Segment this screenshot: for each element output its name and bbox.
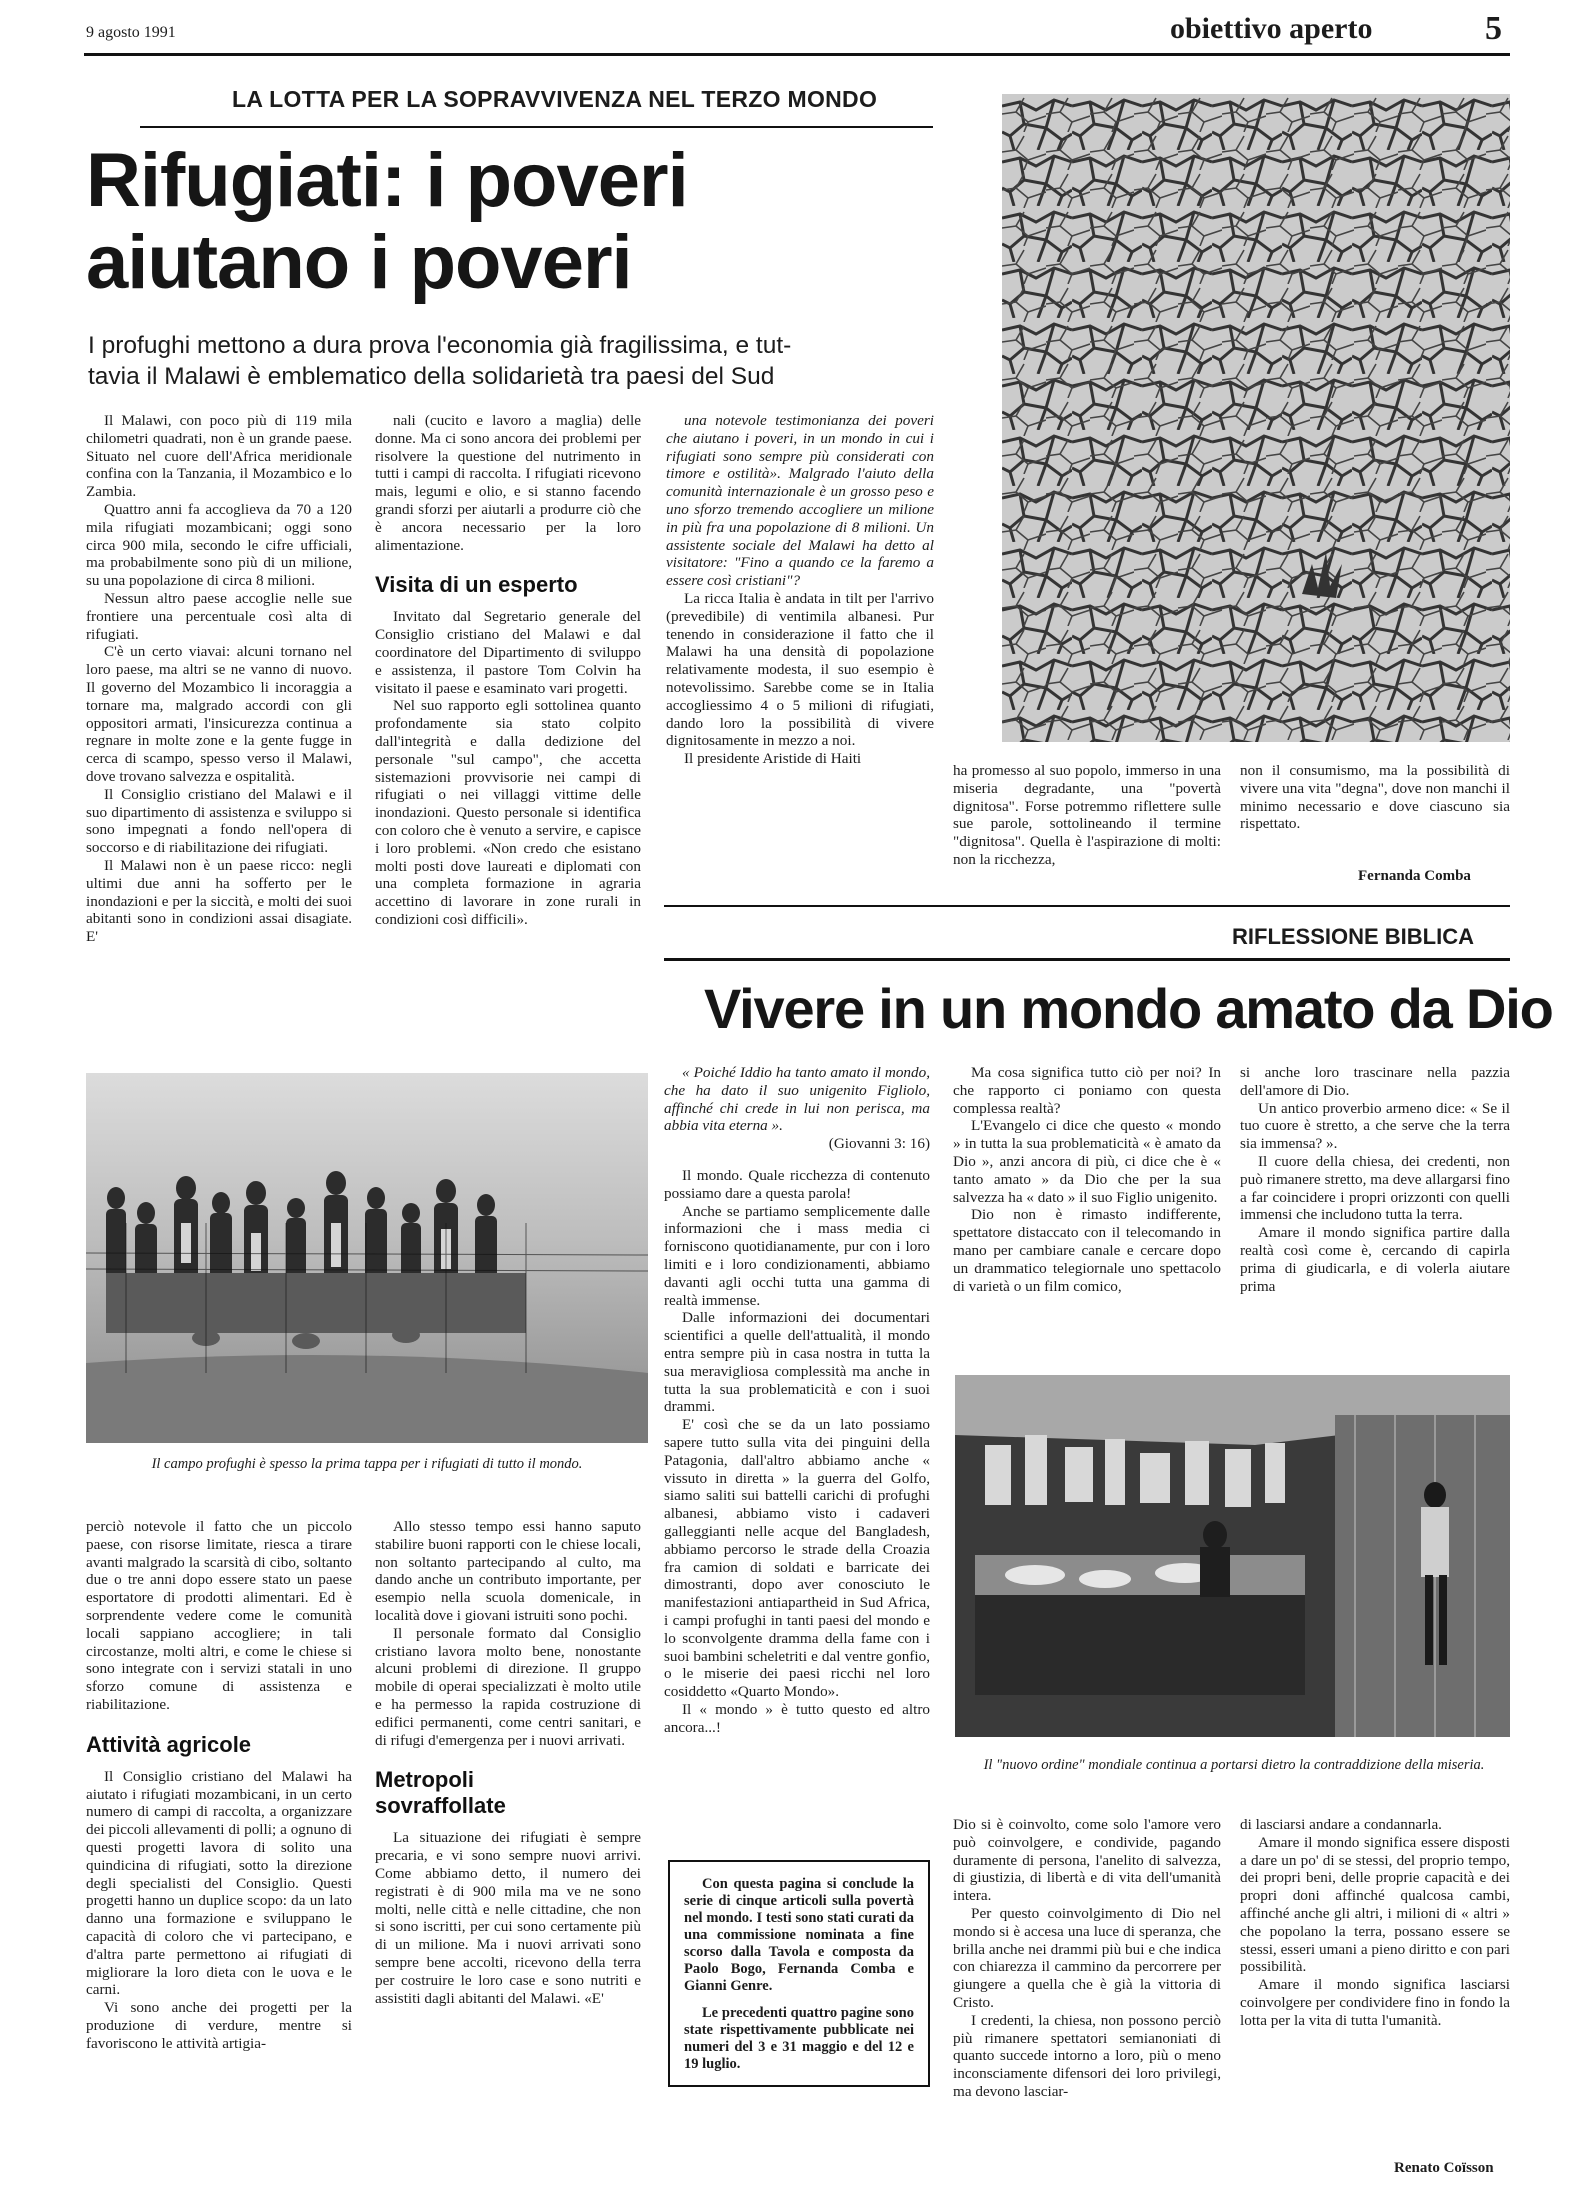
box-paragraph-1: Con questa pagina si conclude la serie di cinque articoli sulla povertà nel mondo. I testi sono stati curati da una commissione nominata a fine scorso dalla Tavola e composta da Paolo Bogo, Fernanda Comba e Gianni Genre. xyxy=(684,1876,914,1994)
header-rule xyxy=(84,53,1510,56)
title-line-2: aiutano i poveri xyxy=(86,220,632,305)
title-line-1: Rifugiati: i poveri xyxy=(86,138,688,223)
box-paragraph-2: Le precedenti quattro pagine sono state rispettivamente pubblicate nei numeri del 3 e 31 maggio e del 12 e 19 luglio. xyxy=(684,2005,914,2072)
paragraph: Dio si è coinvolto, come solo l'amore vero può coinvolgere, e condivide, pagando duramente di persona, l'anelito di salvezza, di giustizia, di libertà e di vita dell'umanità intera. xyxy=(953,1816,1221,1905)
paragraph: Nel suo rapporto egli sottolinea quanto profondamente sia stato colpito dall'integrità e dalla dedizione del personale "sul campo", che accetta sistemazioni provvisorie nei campi di rifugiati o nei villaggi vittime delle inondazioni. Questo personale si identifica con coloro che è venuto a servire, e capisce i loro problemi. «Non credo che esistano molti posti dove laureati e diplomati con una completa formazione in agraria accettino di lavorare in zone rurali in condizioni così difficili». xyxy=(375,697,641,928)
paragraph: una notevole testimonianza dei poveri che aiutano i poveri, in un mondo in cui i rifugiati sono sempre più considerati con timore e ostilità». Malgrado l'aiuto della comunità internazionale è un grosso peso e uno sforzo tremendo accogliere un milione in più fra una popolazione di 8 milioni. Un assistente sociale del Malawi ha detto al visitatore: "Fino a quando ce la faremo a essere così cristiani"? xyxy=(666,412,934,590)
article1-column-3 xyxy=(666,412,934,768)
paragraph: di lasciarsi andare a condannarla. xyxy=(1240,1816,1442,1833)
paragraph: Il personale formato dal Consiglio cristiano lavora molto bene, nonostante alcuni problemi di direzione. Il gruppo mobile di operai specializzati è molto utile e ha permesso la rapida costruzione di edifici permanenti, come centri sanitari, e di rifugi d'emergenza per i nuovi arrivati. xyxy=(375,1624,641,1749)
paragraph: Allo stesso tempo essi hanno saputo stabilire buoni rapporti con le chiese locali, non soltanto partecipando al culto, ma dando anche un contributo importante, per esempio nella scuola domenicale, in località dove i giovani istruiti sono pochi. xyxy=(375,1518,641,1624)
subheading-visita: Visita di un esperto xyxy=(375,572,578,598)
paragraph: Quattro anni fa accoglieva da 70 a 120 mila rifugiati mozambicani; oggi sono circa 900 mila, secondo le cifre ufficiali, ma probabilmente sono più di un milione, su una popolazione di circa 8 milioni. xyxy=(86,500,352,590)
deck-line-1: I profughi mettono a dura prova l'economia già fragilissima, e tut- xyxy=(88,332,792,359)
paragraph: C'è un certo viavai: alcuni tornano nel loro paese, ma altri se ne vanno di nuovo. Il governo del Mozambico li incoraggia a tornare ma, malgrado accordi con gli oppositori armati, l'insicurezza continua a regnare in molte zone e la gente fugge in cerca di scampo, spesso verso il Malawi, dove trovano salvezza e ospitalità. xyxy=(86,643,352,785)
article2-column-3 xyxy=(1240,1064,1510,1295)
paragraph: La situazione dei rifugiati è sempre precaria, e vi sono sempre nuovi arrivi. Come abbiamo detto, il numero dei registrati è di 900 mila ma ve ne sono molti, nelle città e nelle cittadine, che non si sono iscritti, per cui sono certamente più di un milione. Ma i nuovi arrivati sono sempre bene accolti, ricevono della terra per costruire le loro case e sono nutriti e assistiti dagli abitanti del Malawi. «E' xyxy=(375,1829,641,2007)
subheading-metropoli: Metropoli sovraffollate xyxy=(375,1767,506,1819)
paragraph: ha promesso al suo popolo, immerso in una miseria degradante, una "povertà dignitosa". Forse potremmo riflettere sulle sue parole, sottolineando il termine "dignitosa". Quella è l'aspirazione di molti: non la ricchezza, xyxy=(953,762,1221,868)
paragraph: Amare il mondo significa essere disposti a dare un po' di se stessi, del proprio tempo, dei propri beni, delle proprie capacità e dei propri doni affinché qualcosa cambi, affinché anche gli altri, i milioni di « altri » che popolano la terra, possano essere se stessi, esseri umani a pieno diritto e con pari possibilità. xyxy=(1240,1833,1510,1976)
page-number: 5 xyxy=(1485,10,1502,47)
article1-column-1 xyxy=(86,412,352,946)
article2-lower-column-3 xyxy=(1240,1816,1510,2030)
paragraph: Per questo coinvolgimento di Dio nel mondo si è accesa una luce di speranza, che brilla anche nei drammi più bui e che indica con chiarezza il cammino da percorrere per giungere a quella che è già la vittoria di Cristo. xyxy=(953,1904,1221,2011)
article2-column-2 xyxy=(953,1064,1221,1295)
paragraph: Anche se partiamo semplicemente dalle informazioni che i mass media ci forniscono quotidianamente, pur con i loro limiti e i loro condizionamenti, abbiamo davanti agli occhi tutta una gamma di realtà immense. xyxy=(664,1202,930,1309)
cracked-earth-image xyxy=(1002,94,1510,742)
deck-line-2: tavia il Malawi è emblematico della solidarietà tra paesi del Sud xyxy=(88,363,775,390)
article2-lower-column-2 xyxy=(953,1816,1221,2101)
refugee-camp-photo xyxy=(86,1073,648,1443)
paragraph: I credenti, la chiesa, non possono perciò più rimanere spettatori semianoniati di quanto succede intorno a loro, più o meno inconsciamente difensori dei loro privilegi, ma devono lasciar- xyxy=(953,2011,1221,2100)
paragraph: Il Malawi, con poco più di 119 mila chilometri quadrati, non è un grande paese. Situato nel cuore dell'Africa meridionale confina con la Tanzania, il Mozambico e lo Zambia. xyxy=(86,412,352,501)
paragraph: Il presidente Aristide di Haiti xyxy=(684,750,862,768)
article1-title xyxy=(86,140,688,304)
article1-lower-column-2 xyxy=(375,1518,641,2007)
article1-column-4 xyxy=(953,762,1221,869)
slum-market-photo xyxy=(955,1375,1510,1737)
article2-kicker: RIFLESSIONE BIBLICA xyxy=(1232,924,1475,949)
paragraph: E' così che se da un lato possiamo sapere tutto sulla vita dei pinguini della Patagonia, dall'altro abbiamo anche « vissuto in diretta » la guerra del Golfo, siamo saliti sui battelli carichi di profughi albanesi, abbiamo visto i cadaveri galleggianti nelle acque del Bangladesh, abbiamo percorso le strade della Croazia fra camion di soldati e barricate dei dimostranti, dopo aver conosciuto le manifestazioni antiapartheid in Sud Africa, i campi profughi in tanti paesi del mondo e lo sconvolgente dramma della fame con i suoi bambini scheletriti e dal ventre gonfio, o le miserie dei paesi ricchi nel loro cosiddetto «Quarto Mondo». xyxy=(664,1416,930,1701)
article2-title: Vivere in un mondo amato da Dio xyxy=(704,977,1553,1040)
paragraph: non il consumismo, ma la possibilità di vivere una vita "degna", dove non manchi il minimo necessario e dove ciascuno sia rispettato. xyxy=(1240,762,1510,833)
article1-lower-column-1 xyxy=(86,1518,352,2053)
paragraph: Il mondo. Quale ricchezza di contenuto possiamo dare a questa parola! xyxy=(664,1166,930,1202)
page-date: 9 agosto 1991 xyxy=(86,24,176,41)
slum-market-image xyxy=(955,1375,1510,1737)
refugee-camp-image xyxy=(86,1073,648,1443)
bible-quote: « Poiché Iddio ha tanto amato il mondo, che ha dato il suo unigenito Figliolo, affinché chi crede in lui non perisca, ma abbia vita eterna ». xyxy=(664,1064,930,1135)
article1-column-5 xyxy=(1240,762,1510,833)
paragraph: si anche loro trascinare nella pazzia dell'amore di Dio. xyxy=(1240,1064,1510,1099)
paragraph: L'Evangelo ci dice che questo « mondo » in tutta la sua problematicità « è amato da Dio », anzi ancora di più, ci dice che è « tanto amato » da Dio che per la sua salvezza ha « dato » il suo Figlio unigenito. xyxy=(953,1117,1221,1206)
paragraph: nali (cucito e lavoro a maglia) delle donne. Ma ci sono ancora dei problemi per risolvere la questione del nutrimento in tutti i campi di raccolta. I rifugiati ricevono mais, legumi e olio, e si stanno facendo grandi sforzi per aiutarli a produrre ciò che è ancora necessario per la loro alimentazione. xyxy=(375,412,641,554)
signature-fernanda-comba: Fernanda Comba xyxy=(1358,868,1471,884)
section-name: obiettivo aperto xyxy=(1170,12,1373,45)
paragraph: Dalle informazioni dei documentari scientifici a quelle dell'attualità, il mondo entra sempre più in casa nostra in tutta la sua meravigliosa complessità ma anche in tutta la sua problematicità e con i suoi drammi. xyxy=(664,1309,930,1416)
paragraph: perciò notevole il fatto che un piccolo paese, con risorse limitate, riesca a tirare avanti malgrado la scarsità di cibo, soltanto due o tre anni dopo essere stato un paese esportatore di prodotti alimentari. Ed è sorprendente vedere come le comunità locali sappiano accogliere; in tali circostanze, molti altri, e come le chiese si sono integrate con i servizi statali in uno sforzo comune di assistenza e riabilitazione. xyxy=(86,1518,352,1713)
paragraph: Il « mondo » è tutto questo ed altro ancora...! xyxy=(664,1700,930,1736)
paragraph: Ma cosa significa tutto ciò per noi? In che rapporto ci poniamo con questa complessa realtà? xyxy=(953,1064,1221,1117)
article1-kicker: LA LOTTA PER LA SOPRAVVIVENZA NEL TERZO MONDO xyxy=(232,86,878,112)
paragraph: Amare il mondo significa lasciarsi coinvolgere per condividere fino in fondo la lotta per la vita di tutta l'umanità. xyxy=(1240,1976,1510,2029)
section-separator-rule xyxy=(664,905,1510,907)
paragraph: Un antico proverbio armeno dice: « Se il tuo cuore è stretto, a che serve che la terra sia immensa? ». xyxy=(1240,1099,1510,1153)
article1-deck xyxy=(88,330,933,392)
article1-column-2 xyxy=(375,412,641,929)
paragraph: Il Consiglio cristiano del Malawi e il suo dipartimento di assistenza e sviluppo si sono impegnati a fondo nell'opera di soccorso e di riabilitazione dei rifugiati. xyxy=(86,785,352,857)
bible-quote-reference: (Giovanni 3: 16) xyxy=(828,1135,930,1153)
article2-column-1 xyxy=(664,1064,930,1736)
slum-photo-caption: Il "nuovo ordine" mondiale continua a portarsi dietro la contraddizione della miseria. xyxy=(983,1757,1485,1773)
paragraph: Invitato dal Segretario generale del Consiglio cristiano del Malawi e dal coordinatore del Dipartimento di sviluppo e assistenza, il pastore Tom Colvin ha visitato il paese e esaminato vari progetti. xyxy=(375,608,641,697)
kicker-rule xyxy=(140,126,933,128)
paragraph: La ricca Italia è andata in tilt per l'arrivo (prevedibile) di ventimila albanesi. Pur tenendo in considerazione il fatto che il Malawi ha una densità di popolazione relativamente modesta, il suo esempio è notevolissimo. Sarebbe come se in Italia accogliessimo 4 o 5 milioni di rifugiati, dando loro la possibilità di vivere dignitosamente in mezzo a noi. xyxy=(666,589,934,750)
series-info-box xyxy=(668,1860,930,2087)
paragraph: Il cuore della chiesa, dei credenti, non può rimanere stretto, ma deve allargarsi fino a far coincidere i propri orizzonti con quelli immensi che includono tutta la terra. xyxy=(1240,1152,1510,1224)
subheading-attivita: Attività agricole xyxy=(86,1731,252,1757)
paragraph: Nessun altro paese accoglie nelle sue frontiere una percentuale così alta di rifugiati. xyxy=(86,589,352,643)
article2-kicker-rule xyxy=(664,958,1510,961)
paragraph: Amare il mondo significa partire dalla realtà così come è, cercando di capirla prima di giudicarla, e di volerla aiutare prima xyxy=(1240,1224,1510,1295)
paragraph: Il Consiglio cristiano del Malawi ha aiutato i rifugiati mozambicani, in un certo numero di campi di raccolta, a organizzare dei piccoli allevamenti di polli; a ognuno di questi progetti lavora di solito una quindicina di rifugiati, sotto la direzione degli specialisti del Consiglio. Questi progetti hanno un duplice scopo: da un lato danno una formazione e sviluppano le capacità di coloro che vi partecipano, e d'altra parte permettono ai rifugiati di migliorare la loro dieta con le uova e le carni. xyxy=(86,1767,352,1999)
paragraph: Dio non è rimasto indifferente, spettatore distaccato con il telecomando in mano per cambiare canale e cercare dopo un drammatico telegiornale uno spettacolo di varietà o un film comico, xyxy=(953,1206,1221,1295)
refugee-camp-caption: Il campo profughi è spesso la prima tappa per i rifugiati di tutto il mondo. xyxy=(151,1456,583,1472)
paragraph: Vi sono anche dei progetti per la produzione di verdure, mentre si favoriscono le attività artigia- xyxy=(86,1999,352,2052)
cracked-earth-photo xyxy=(1002,94,1510,742)
paragraph: Il Malawi non è un paese ricco: negli ultimi due anni ha sofferto per le inondazioni e per la siccità, e molti dei suoi abitanti sono in condizioni assai disagiate. E' xyxy=(86,856,352,946)
signature-renato-coisson: Renato Coïsson xyxy=(1394,2160,1494,2176)
